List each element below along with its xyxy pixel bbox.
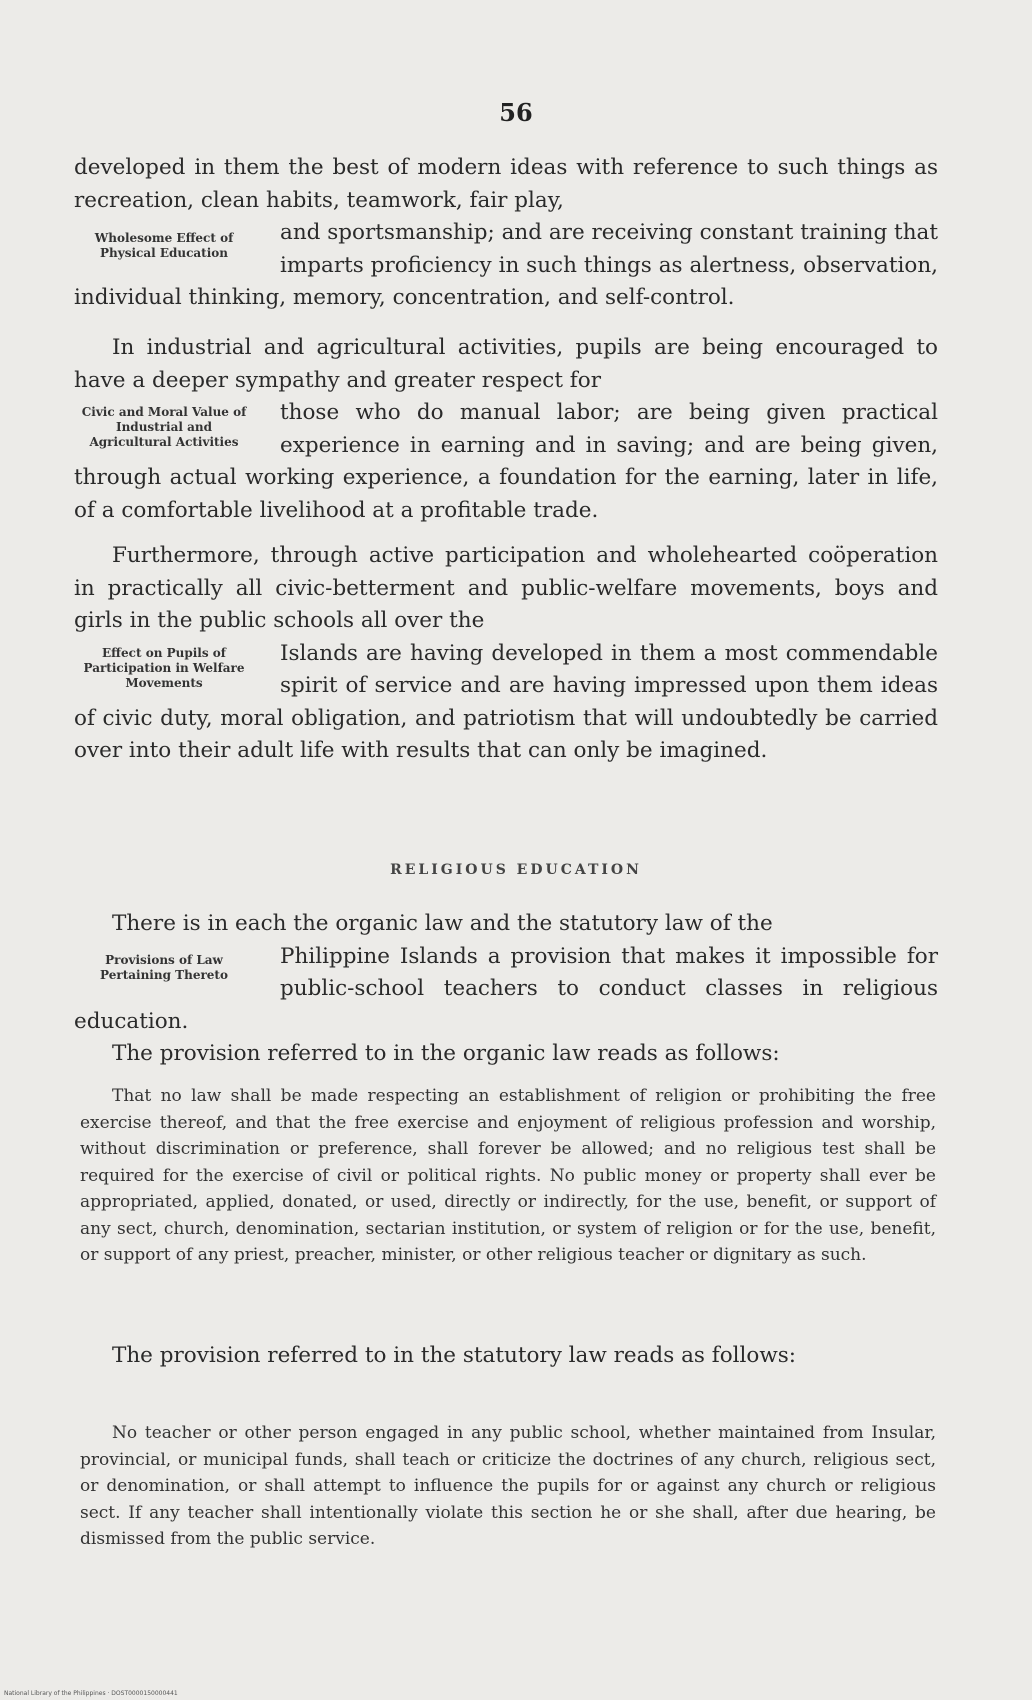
statutory-law-quote: No teacher or other person engaged in any public school, whether maintained from Insular, provincial, or municipal funds, shall teach or criticize the doctrines of any church, religious sect, or denomination, or shall attempt to influence the pupils for or against any church or religious sect. If any teacher shall intentionally violate this section he or she shall, after due hearing, be dismissed from the public service. [80, 1423, 936, 1549]
organic-law-intro-text: The provision referred to in the organic law reads as follows: [112, 1041, 780, 1066]
margin-note-physical-education: Wholesome Effect of Physical Education [94, 231, 234, 260]
paragraph-lead: There is in each the organic law and the statutory law of the [112, 911, 773, 936]
paragraph-provisions [74, 908, 938, 1038]
organic-law-intro [74, 1038, 938, 1071]
paragraph-welfare-movements [74, 540, 938, 768]
statutory-law-intro [74, 1340, 938, 1373]
page-number: 56 [499, 98, 533, 127]
paragraph-lead: Furthermore, through active participation and wholehearted coöperation in practically all civic-betterment and public-welfare movements, boys and girls in the public schools all over the [74, 543, 938, 633]
margin-note-provisions: Provisions of Law Pertaining Thereto [100, 952, 228, 982]
paragraph-body: Philippine Islands a provision that makes it impossible for public-school teachers to conduct classes in religious education. [74, 943, 938, 1034]
organic-law-quote: That no law shall be made respecting an establishment of religion or prohibiting the free exercise thereof, and that the free exercise and enjoyment of religious profession and worship, without discrimination or preference, shall forever be allowed; and no religious test shall be required for the exercise of civil or political rights. No public money or property shall ever be appropriated, applied, donated, or used, directly or indirectly, for the use, benefit, or support of any sect, church, denomination, sectarian institution, or system of religion or for the use, benefit, or support of any priest, preacher, minister, or other religious teacher or dignitary as such. [80, 1086, 936, 1265]
scan-footer: National Library of the Philippines · DOST0000150000441 [4, 1690, 178, 1697]
paragraph-body: those who do manual labor; are being given practical experience in earning and in saving; and are being given, through actual working experience, a foundation for the earning, later in life, of a comfortable livelihood at a profitable trade. [74, 400, 938, 523]
paragraph-lead: developed in them the best of modern ideas with reference to such things as recreation, clean habits, teamwork, fair play, [74, 155, 938, 213]
paragraph-body: and sportsmanship; and are receiving constant training that imparts proficiency in such things as alertness, observation, individual thinking, memory, concentration, and self-control. [74, 220, 938, 310]
paragraph-industrial-agricultural [74, 332, 938, 527]
paragraph-body: Islands are having developed in them a most commendable spirit of service and are having impressed upon them ideas of civic duty, moral obligation, and patriotism that will undoubtedly be carried over into their adult life with results that can only be imagined. [74, 640, 938, 763]
margin-note-civic-moral: Civic and Moral Value of Industrial and Agricultural Activities [81, 405, 247, 449]
section-heading: RELIGIOUS EDUCATION [390, 862, 642, 878]
paragraph-lead: In industrial and agricultural activities, pupils are being encouraged to have a deeper sympathy and greater respect for [74, 335, 938, 393]
statutory-law-intro-text: The provision referred to in the statutory law reads as follows: [112, 1343, 797, 1368]
paragraph-physical-education [74, 152, 938, 315]
margin-note-welfare-movements: Effect on Pupils of Participation in Welfare Movements [83, 645, 245, 690]
